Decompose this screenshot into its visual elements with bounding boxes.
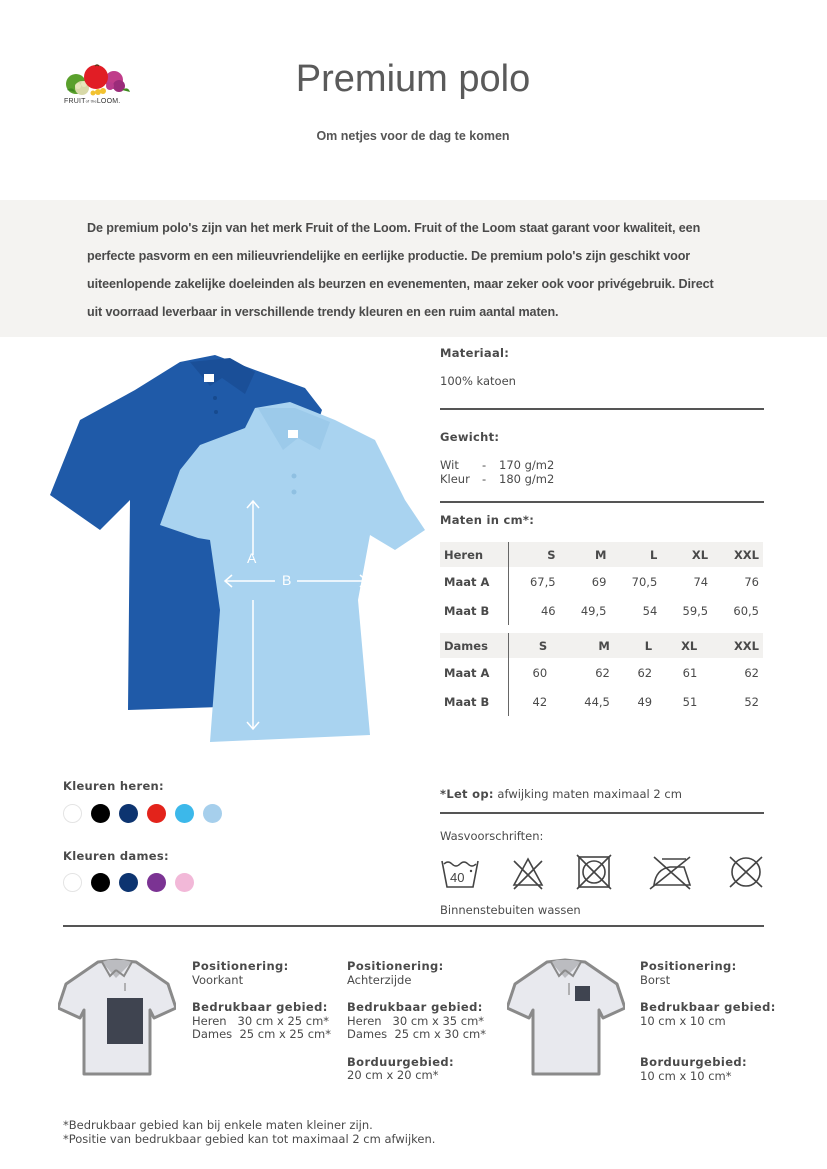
- weight-value: 170 g/m2: [499, 458, 555, 472]
- size-header: S: [508, 542, 560, 567]
- table-row: [440, 596, 763, 625]
- print-area-label: Bedrukbaar gebied:: [640, 1000, 776, 1014]
- brand-word-loom: LOOM.: [96, 98, 121, 105]
- embroidery-label: Borduurgebied:: [640, 1055, 748, 1069]
- size-table-women: [440, 633, 763, 716]
- size-header: XL: [656, 633, 701, 658]
- print-area-women: Dames 25 cm x 30 cm*: [347, 1027, 486, 1041]
- size-header: M: [560, 542, 611, 567]
- material-label: Materiaal:: [440, 346, 510, 360]
- brand-word-fruit: FRUIT: [64, 98, 86, 105]
- sizes-label: Maten in cm*:: [440, 513, 535, 527]
- no-iron-icon: [646, 853, 694, 891]
- measure-a-label: A: [247, 550, 257, 566]
- positioning-label: Positionering:: [347, 959, 444, 973]
- size-header: M: [551, 633, 614, 658]
- intro-line: uiteenlopende zakelijke doeleinden als beurzen en evenementen, maar zeker ook voor privégebruik. Direct: [87, 277, 714, 291]
- care-label: Wasvoorschriften:: [440, 829, 544, 843]
- weight-list: [440, 458, 765, 486]
- divider: [440, 501, 764, 503]
- weight-dash: -: [482, 458, 487, 472]
- table-cell: 49,5: [580, 603, 607, 618]
- embroidery-label: Borduurgebied:: [347, 1054, 455, 1069]
- material-value: 100% katoen: [440, 374, 516, 388]
- no-dry-clean-icon: [726, 853, 766, 891]
- no-tumble-dry-icon: [574, 853, 614, 891]
- product-image: [40, 350, 440, 750]
- measure-b-label: B: [282, 572, 292, 588]
- colors-men-swatches: [63, 804, 222, 823]
- intro-line: perfecte pasvorm en een milieuvriendelijke en eerlijke productie. De premium polo's zijn geschikt voor: [87, 249, 691, 263]
- care-instruction: Binnenstebuiten wassen: [440, 903, 581, 917]
- weight-name: Kleur: [440, 472, 470, 486]
- table-cell: 62: [595, 665, 610, 680]
- color-swatch[interactable]: [147, 804, 166, 823]
- row-label: Maat B: [440, 596, 508, 625]
- print-area-men: Heren 30 cm x 25 cm*: [192, 1013, 330, 1028]
- positioning-value: Achterzijde: [347, 972, 412, 987]
- color-swatch[interactable]: [91, 804, 110, 823]
- wash-40-icon: [440, 853, 480, 891]
- size-header: L: [614, 633, 656, 658]
- footnote: *Bedrukbaar gebied kan bij enkele maten kleiner zijn.: [63, 1118, 373, 1132]
- color-swatch[interactable]: [91, 873, 110, 892]
- positioning-label: Positionering:: [640, 959, 737, 973]
- table-cell: 60,5: [733, 603, 759, 618]
- wash-temp-text: 40: [450, 870, 465, 885]
- print-front-info: [192, 960, 331, 1042]
- table-cell: 44,5: [584, 694, 610, 709]
- print-area-women: Dames 25 cm x 25 cm*: [192, 1027, 331, 1041]
- no-bleach-icon: [508, 853, 548, 891]
- weight-value: 180 g/m2: [499, 472, 555, 486]
- color-swatch[interactable]: [63, 804, 82, 823]
- print-area-men: Heren 30 cm x 35 cm*: [347, 1013, 485, 1028]
- table-cell: 61: [682, 665, 698, 680]
- print-area-label: Bedrukbaar gebied:: [192, 1000, 328, 1014]
- size-header: L: [610, 542, 661, 567]
- color-swatch[interactable]: [175, 873, 194, 892]
- size-table-men: [440, 542, 763, 625]
- care-icons: [440, 853, 765, 891]
- color-swatch[interactable]: [63, 873, 82, 892]
- weight-dash: -: [482, 472, 487, 486]
- embroidery-value: 20 cm x 20 cm*: [347, 1068, 439, 1082]
- divider: [440, 408, 764, 410]
- color-swatch[interactable]: [119, 873, 138, 892]
- embroidery-value: 10 cm x 10 cm*: [640, 1068, 732, 1083]
- size-header: XXL: [712, 542, 763, 567]
- table-cell: 69: [591, 574, 607, 589]
- shirt-chest-print-icon: [507, 958, 625, 1078]
- intro-line: De premium polo's zijn van het merk Fruit of the Loom. Fruit of the Loom staat garant voor kwaliteit, een: [87, 221, 701, 235]
- size-table-group-label: Heren: [440, 542, 508, 567]
- table-cell: 42: [532, 694, 548, 709]
- section-divider: [63, 925, 764, 927]
- print-area-value: 10 cm x 10 cm: [640, 1013, 726, 1028]
- positioning-value: Borst: [640, 972, 671, 987]
- print-chest-info: [640, 960, 776, 1083]
- size-deviation-note: [440, 787, 765, 801]
- footnote: *Positie van bedrukbaar gebied kan tot maximaal 2 cm afwijken.: [63, 1132, 436, 1146]
- polo-shirts-illustration: [40, 350, 440, 750]
- size-header: XXL: [701, 633, 763, 658]
- colors-men-label: Kleuren heren:: [63, 779, 164, 793]
- brand-wordmark: [64, 98, 120, 105]
- table-cell: 76: [744, 574, 759, 589]
- table-cell: 60: [532, 665, 548, 680]
- table-cell: 67,5: [529, 574, 556, 589]
- color-swatch[interactable]: [175, 804, 194, 823]
- row-label: Maat B: [440, 687, 508, 716]
- positioning-value: Voorkant: [192, 972, 244, 987]
- page-subtitle: Om netjes voor de dag te komen: [316, 129, 510, 143]
- fruit-logo-icon: [62, 64, 134, 100]
- weight-name: Wit: [440, 458, 459, 472]
- row-label: Maat A: [440, 567, 508, 596]
- note-prefix: *Let op:: [440, 787, 494, 801]
- color-swatch[interactable]: [119, 804, 138, 823]
- color-swatch[interactable]: [203, 804, 222, 823]
- brand-word-of-the: of the: [85, 98, 97, 104]
- table-row: [440, 687, 763, 716]
- print-area-label: Bedrukbaar gebied:: [347, 1000, 483, 1014]
- footnotes: [63, 1118, 435, 1146]
- table-cell: 62: [744, 665, 759, 680]
- table-row: [440, 658, 763, 687]
- table-cell: 51: [682, 694, 698, 709]
- size-table-group-label: Dames: [440, 633, 508, 658]
- page-title: Premium polo: [295, 58, 531, 100]
- table-cell: 46: [540, 603, 556, 618]
- row-label: Maat A: [440, 658, 508, 687]
- weight-label: Gewicht:: [440, 430, 500, 444]
- shirt-front-print-icon: [58, 958, 176, 1078]
- table-cell: 62: [637, 665, 653, 680]
- table-cell: 52: [744, 694, 759, 709]
- size-header: S: [508, 633, 551, 658]
- intro-paragraph: [87, 214, 747, 326]
- note-text: afwijking maten maximaal 2 cm: [493, 787, 682, 801]
- table-row: [440, 567, 763, 596]
- divider: [440, 812, 764, 814]
- weight-row-color: [440, 472, 765, 486]
- table-cell: 70,5: [631, 574, 658, 589]
- table-cell: 74: [693, 574, 709, 589]
- positioning-label: Positionering:: [192, 959, 289, 973]
- size-header: XL: [661, 542, 712, 567]
- weight-row-white: [440, 458, 765, 472]
- color-swatch[interactable]: [147, 873, 166, 892]
- colors-women-swatches: [63, 873, 194, 892]
- intro-line: uit voorraad leverbaar in verschillende trendy kleuren en een ruim aantal maten.: [87, 305, 559, 319]
- table-cell: 59,5: [682, 603, 709, 618]
- table-cell: 54: [642, 603, 658, 618]
- colors-women-label: Kleuren dames:: [63, 849, 169, 863]
- size-table-header: [440, 542, 763, 567]
- size-table-header: [440, 633, 763, 658]
- table-cell: 49: [637, 694, 653, 709]
- print-back-info: [347, 960, 486, 1083]
